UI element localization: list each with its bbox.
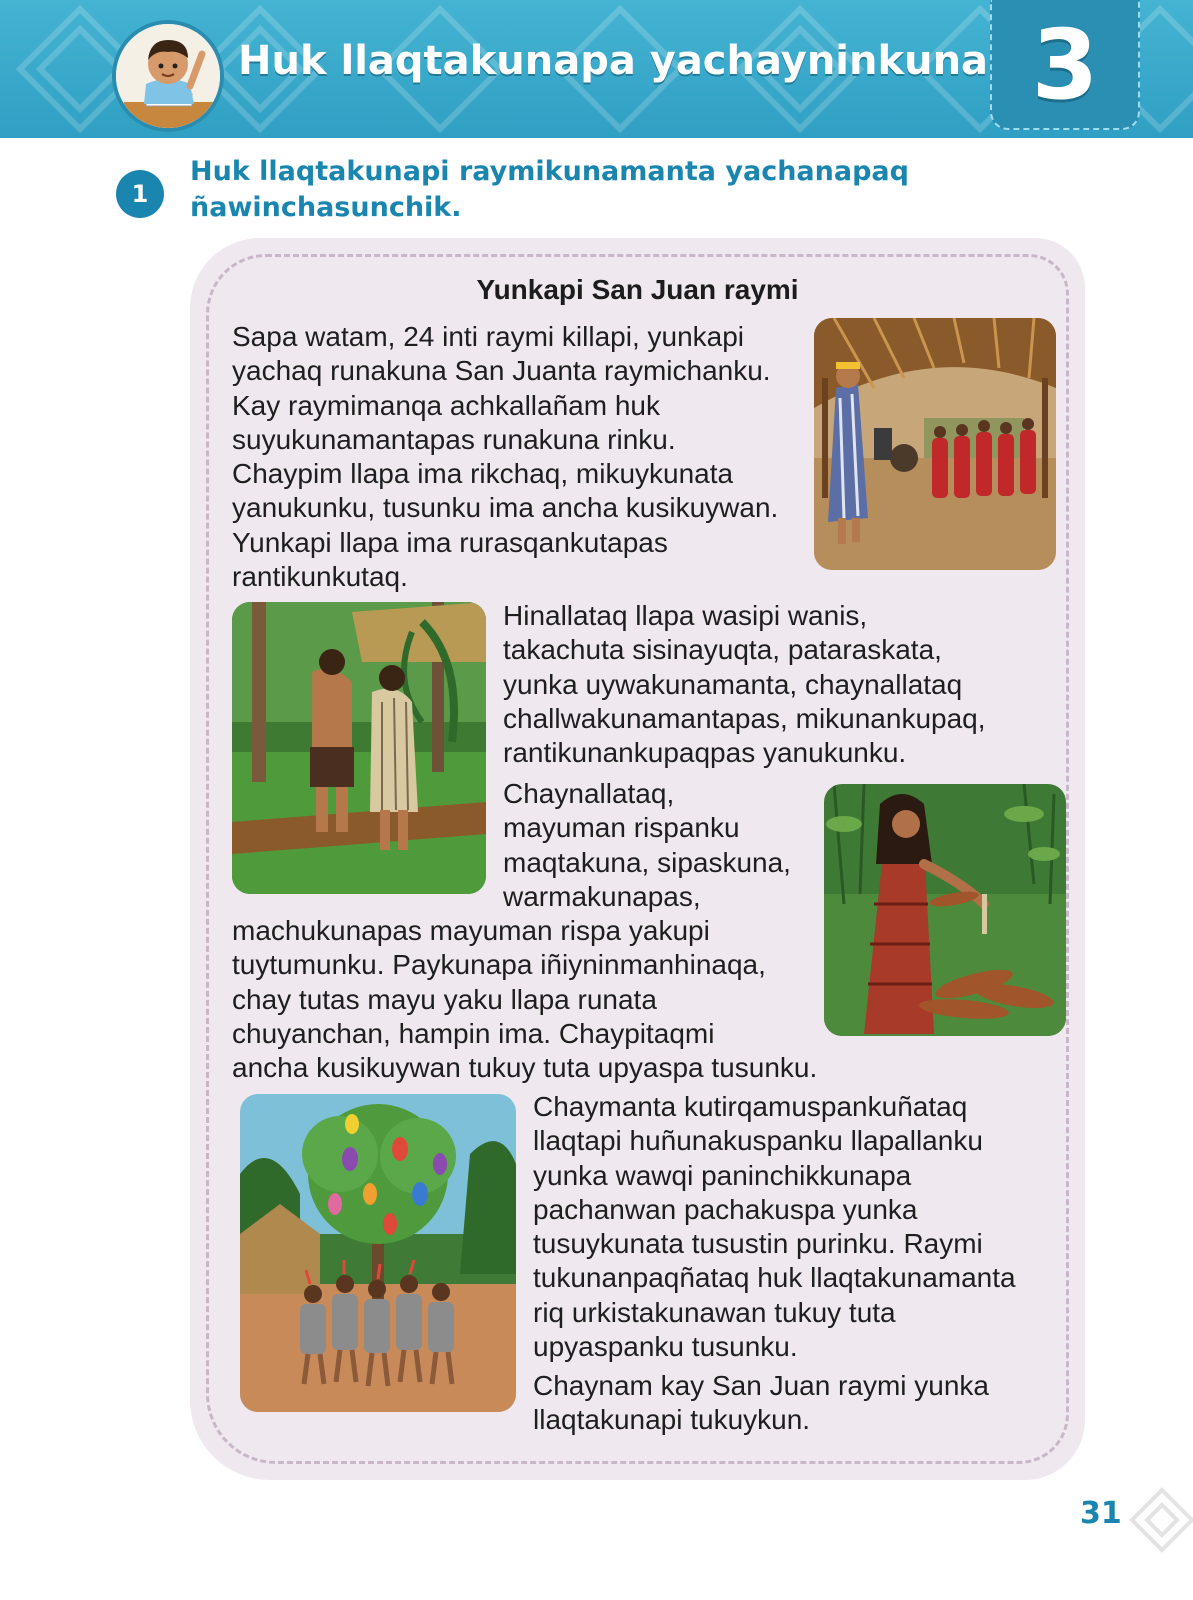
paragraph-line: yunka uywakunamanta, chaynallataq <box>503 668 963 700</box>
paragraph-line: llaqtakunapi tukuykun. <box>533 1404 811 1436</box>
reading-paragraph-3-end <box>232 914 817 1085</box>
paragraph-line: rantikunankupaqpas yanukunku. <box>503 737 907 769</box>
reading-paragraph-3-start <box>503 777 791 914</box>
festival-illustration <box>814 318 1056 570</box>
paragraph-line: mayuman rispanku <box>503 812 740 844</box>
activity-number-badge: 1 <box>116 170 164 218</box>
boy-reading-icon <box>116 24 220 128</box>
paragraph-line: warmakunapas, <box>503 880 701 912</box>
paragraph-line: upyaspanku tusunku. <box>533 1331 798 1363</box>
corner-pattern-icon <box>1122 1480 1193 1560</box>
paragraph-line: llaqtapi huñunakuspanku llapallanku <box>533 1125 983 1157</box>
paragraph-line: tukunanpaqñataq huk llaqtakunamanta <box>533 1262 1016 1294</box>
festival-under-hut-illustration <box>814 318 1056 570</box>
reading-paragraph-5 <box>533 1369 989 1438</box>
paragraph-line: pachanwan pachakuspa yunka <box>533 1193 918 1225</box>
paragraph-line: Sapa watam, 24 inti raymi killapi, yunkapi <box>232 321 745 352</box>
activity-instruction: Huk llaqtakunapi raymikunamanta yachanapaq ñawinchasunchik. <box>190 156 909 223</box>
unit-number: 3 <box>1031 9 1099 121</box>
paragraph-line: Hinallataq llapa wasipi wanis, <box>503 600 868 631</box>
cassava-illustration <box>824 784 1066 1036</box>
paragraph-line: machukunapas mayuman rispa yakupi <box>232 915 710 946</box>
paragraph-line: Chaynam kay San Juan raymi yunka <box>533 1370 989 1401</box>
paragraph-line: yanukunku, tusunku ima ancha kusikuywan. <box>232 492 779 524</box>
paragraph-line: ancha kusikuywan tukuy tuta upyaspa tusunku. <box>232 1052 818 1084</box>
dance-around-decorated-tree-illustration <box>240 1094 516 1412</box>
paragraph-line: rantikunkutaq. <box>232 561 408 593</box>
paragraph-line: Chaypim llapa ima rikchaq, mikuykunata <box>232 458 734 490</box>
paragraph-line: tuytumunku. Paykunapa iñiyninmanhinaqa, <box>232 949 766 981</box>
chapter-title: Huk llaqtakunapa yachayninkuna <box>238 38 989 84</box>
reading-paragraph-1 <box>232 320 778 594</box>
people-gathering-palm-leaves-illustration <box>232 602 486 894</box>
paragraph-line: chuyanchan, hampin ima. Chaypitaqmi <box>232 1017 715 1049</box>
gathering-illustration <box>232 602 486 894</box>
paragraph-line: suyukunamantapas runakuna rinku. <box>232 423 676 455</box>
paragraph-line: Kay raymimanqa achkallañam huk <box>232 389 660 421</box>
paragraph-line: Yunkapi llapa ima rurasqankutapas <box>232 526 668 558</box>
avatar <box>116 24 220 128</box>
dance-illustration <box>240 1094 516 1412</box>
paragraph-line: riq urkistakunawan tukuy tuta <box>533 1296 896 1328</box>
paragraph-line: Chaymanta kutirqamuspankuñataq <box>533 1091 968 1122</box>
reading-paragraph-2 <box>503 599 986 770</box>
paragraph-line: takachuta sisinayuqta, pataraskata, <box>503 634 942 666</box>
woman-with-cassava-illustration <box>824 784 1066 1036</box>
reading-title: Yunkapi San Juan raymi <box>476 274 799 305</box>
paragraph-line: Chaynallataq, <box>503 778 675 809</box>
paragraph-line: maqtakuna, sipaskuna, <box>503 846 791 878</box>
paragraph-line: yunka wawqi paninchikkunapa <box>533 1159 912 1191</box>
paragraph-line: tusuykunata tusustin purinku. Raymi <box>533 1228 983 1260</box>
paragraph-line: chay tutas mayu yaku llapa runata <box>232 983 657 1015</box>
paragraph-line: yachaq runakuna San Juanta raymichanku. <box>232 355 771 387</box>
reading-paragraph-4 <box>533 1090 1016 1364</box>
paragraph-line: challwakunamantapas, mikunankupaq, <box>503 702 986 734</box>
page-number: 31 <box>1080 1496 1122 1531</box>
